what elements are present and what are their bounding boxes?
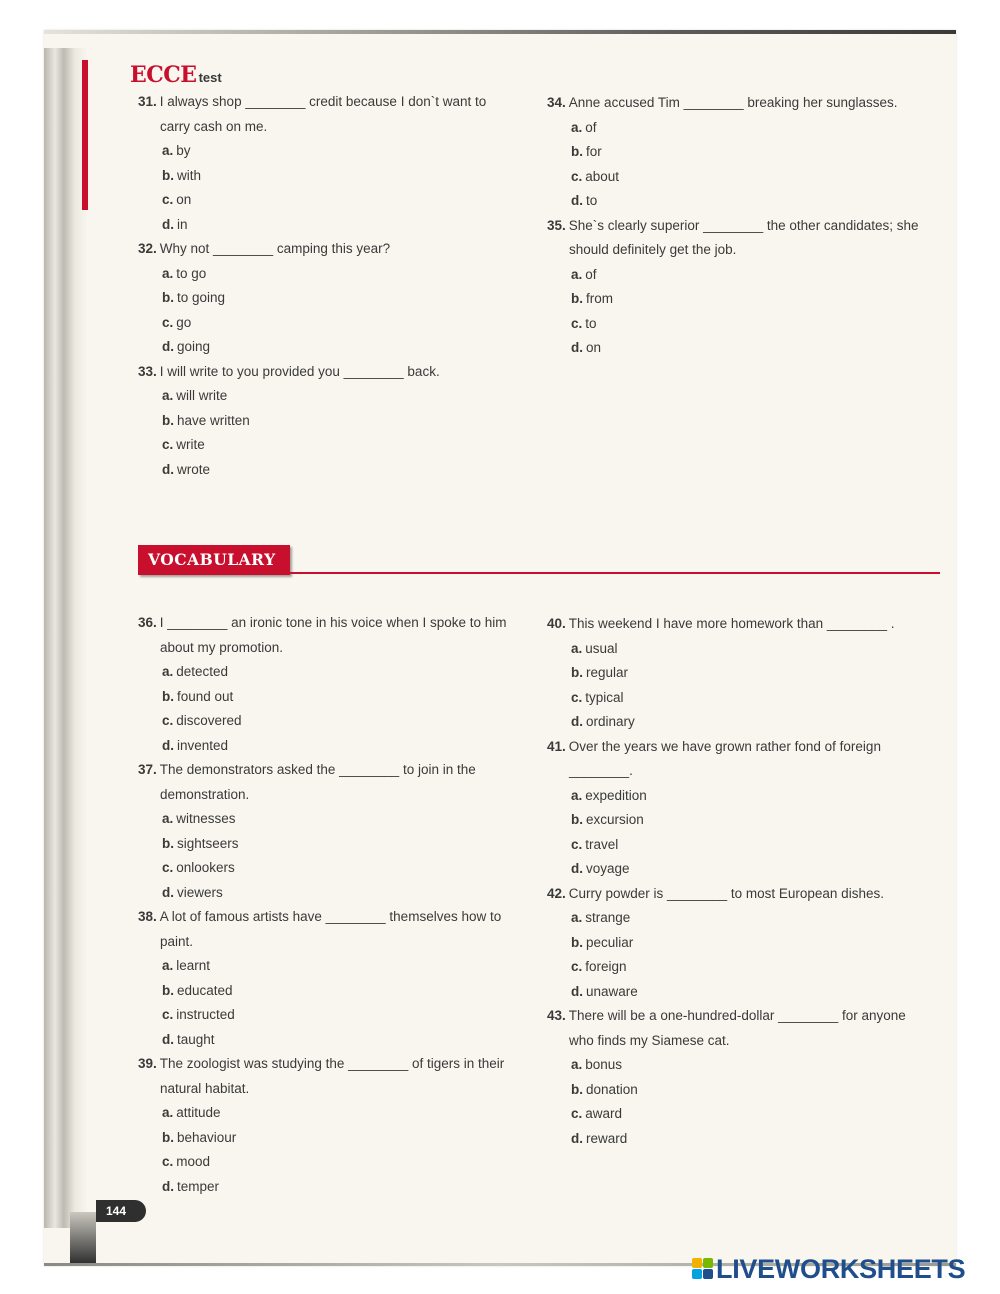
question-number: 41. — [547, 738, 566, 754]
answer-option[interactable] — [138, 881, 507, 906]
option-letter: d. — [162, 216, 174, 232]
option-letter: a. — [162, 388, 174, 403]
option-letter: a. — [571, 1057, 583, 1072]
option-text: bonus — [585, 1057, 623, 1072]
question-text: ________. — [569, 763, 633, 778]
question-number: 43. — [547, 1008, 566, 1023]
answer-option[interactable] — [547, 661, 906, 686]
question-stem — [547, 1004, 906, 1029]
option-letter: d. — [571, 340, 583, 355]
answer-option[interactable] — [138, 734, 507, 759]
answer-option[interactable] — [138, 660, 507, 685]
option-letter: d. — [162, 339, 174, 354]
option-letter: a. — [162, 143, 174, 158]
option-letter: c. — [571, 168, 583, 184]
question-number: 34. — [547, 95, 566, 110]
option-text: temper — [177, 1178, 220, 1194]
option-letter: a. — [571, 640, 583, 656]
option-text: to — [586, 193, 598, 208]
question-text: I will write to you provided you ________ back. — [159, 363, 440, 379]
option-letter: d. — [162, 461, 174, 477]
answer-option[interactable] — [138, 807, 507, 832]
question-stem-continued — [547, 1029, 906, 1054]
option-letter: a. — [162, 811, 174, 826]
ecce-brand: ECCE — [130, 62, 197, 88]
question-number: 35. — [547, 217, 566, 233]
option-text: peculiar — [586, 934, 634, 950]
page-top-edge — [44, 30, 956, 34]
answer-option[interactable] — [547, 931, 906, 956]
option-letter: c. — [162, 713, 174, 728]
option-letter: b. — [162, 167, 174, 183]
option-text: sightseers — [177, 835, 239, 851]
question-38 — [138, 905, 507, 1052]
question-stem-continued — [138, 636, 507, 661]
question-31 — [138, 90, 486, 237]
option-letter: c. — [571, 1106, 583, 1121]
grammar-left-column — [138, 90, 486, 482]
answer-option[interactable] — [138, 954, 507, 979]
option-letter: a. — [571, 787, 583, 803]
answer-option[interactable] — [547, 116, 919, 141]
answer-option[interactable] — [138, 335, 486, 360]
option-letter: a. — [162, 1105, 174, 1120]
answer-option[interactable] — [138, 1150, 507, 1175]
answer-option[interactable] — [547, 637, 906, 662]
answer-option[interactable] — [547, 1053, 906, 1078]
option-letter: d. — [571, 1130, 583, 1146]
option-text: travel — [585, 836, 619, 852]
option-letter: b. — [162, 982, 174, 998]
liveworksheets-watermark — [692, 1255, 965, 1283]
question-text: The zoologist was studying the ________ of tigers in their — [159, 1056, 505, 1071]
option-text: instructed — [176, 1007, 235, 1022]
option-letter: c. — [162, 860, 174, 875]
option-text: strange — [585, 910, 631, 925]
option-letter: d. — [571, 983, 583, 999]
question-stem — [547, 735, 906, 760]
vocabulary-right-column — [547, 612, 906, 1151]
answer-option[interactable] — [547, 263, 919, 288]
question-stem — [138, 611, 507, 636]
option-text: mood — [176, 1154, 211, 1169]
question-stem-continued — [138, 1077, 507, 1102]
question-stem — [138, 905, 507, 930]
option-letter: b. — [571, 665, 583, 680]
answer-option[interactable] — [138, 311, 486, 336]
question-stem — [547, 612, 906, 637]
grammar-right-column — [547, 91, 919, 361]
question-number: 38. — [138, 909, 157, 924]
option-letter: d. — [162, 737, 174, 753]
option-text: going — [177, 339, 211, 354]
option-letter: d. — [162, 1031, 174, 1047]
question-35 — [547, 214, 919, 361]
question-text: There will be a one-hundred-dollar ________ for anyone — [568, 1008, 906, 1023]
option-text: behaviour — [177, 1129, 237, 1145]
question-text: I always shop ________ credit because I don`t want to — [159, 94, 487, 109]
option-text: regular — [586, 665, 629, 680]
question-stem — [138, 90, 486, 115]
question-number: 31. — [138, 94, 157, 109]
option-letter: a. — [162, 265, 174, 281]
option-text: about — [585, 168, 620, 184]
question-42 — [547, 882, 906, 1005]
option-text: excursion — [586, 812, 644, 827]
option-text: will write — [176, 388, 228, 403]
option-letter: b. — [162, 688, 174, 704]
question-36 — [138, 611, 507, 758]
question-text: I ________ an ironic tone in his voice when I spoke to him — [159, 615, 507, 630]
question-stem — [547, 882, 906, 907]
question-text: Anne accused Tim ________ breaking her sunglasses. — [568, 95, 898, 110]
answer-option[interactable] — [138, 1003, 507, 1028]
option-text: write — [176, 437, 205, 452]
question-stem — [138, 360, 486, 385]
answer-option[interactable] — [138, 262, 486, 287]
answer-option[interactable] — [138, 1101, 507, 1126]
test-label: test — [198, 70, 222, 85]
option-text: educated — [177, 982, 233, 998]
question-41 — [547, 735, 906, 882]
question-stem — [547, 214, 919, 239]
option-text: invented — [177, 737, 229, 753]
option-text: onlookers — [176, 860, 235, 875]
question-number: 42. — [547, 885, 566, 901]
answer-option[interactable] — [138, 1175, 507, 1200]
liveworksheets-text: LIVEWORKSHEETS — [716, 1254, 966, 1284]
answer-option[interactable] — [547, 857, 906, 882]
question-number: 40. — [547, 616, 566, 631]
answer-option[interactable] — [547, 1078, 906, 1103]
question-text: Curry powder is ________ to most European dishes. — [568, 885, 884, 901]
question-text: should definitely get the job. — [569, 242, 737, 257]
option-letter: d. — [571, 193, 583, 208]
answer-option[interactable] — [138, 188, 486, 213]
question-number: 36. — [138, 615, 157, 630]
option-letter: c. — [162, 314, 174, 330]
option-letter: d. — [162, 1178, 174, 1194]
option-letter: c. — [162, 1007, 174, 1022]
answer-option[interactable] — [138, 139, 486, 164]
option-text: wrote — [177, 461, 211, 477]
option-text: by — [176, 143, 191, 158]
binding-shadow — [70, 1212, 96, 1264]
option-text: viewers — [177, 884, 223, 900]
question-stem — [138, 758, 507, 783]
option-text: go — [176, 314, 192, 330]
option-text: detected — [176, 664, 229, 679]
answer-option[interactable] — [138, 685, 507, 710]
question-text: about my promotion. — [160, 639, 284, 655]
answer-option[interactable] — [547, 808, 906, 833]
book-spine-shadow — [44, 48, 88, 1228]
option-letter: c. — [571, 689, 583, 705]
option-text: discovered — [176, 713, 242, 728]
option-text: reward — [586, 1130, 628, 1146]
option-text: on — [176, 192, 192, 207]
option-text: with — [177, 167, 202, 183]
page-number-tab: 144 — [96, 1200, 146, 1222]
option-letter: b. — [162, 835, 174, 851]
option-letter: c. — [571, 315, 583, 331]
option-text: of — [585, 119, 597, 135]
question-stem — [547, 91, 919, 116]
answer-option[interactable] — [547, 906, 906, 931]
option-text: ordinary — [586, 714, 635, 729]
question-number: 33. — [138, 363, 157, 379]
answer-option[interactable] — [138, 286, 486, 311]
question-stem-continued — [138, 930, 507, 955]
question-text: This weekend I have more homework than ________ . — [568, 616, 895, 631]
answer-option[interactable] — [138, 164, 486, 189]
vocabulary-divider — [290, 572, 940, 574]
answer-option[interactable] — [547, 1127, 906, 1152]
option-letter: b. — [162, 412, 174, 428]
option-text: taught — [177, 1031, 215, 1047]
question-39 — [138, 1052, 507, 1199]
answer-option[interactable] — [547, 710, 906, 735]
option-text: learnt — [176, 958, 211, 973]
option-letter: a. — [571, 266, 583, 282]
answer-option[interactable] — [547, 784, 906, 809]
answer-option[interactable] — [138, 1126, 507, 1151]
question-37 — [138, 758, 507, 905]
answer-option[interactable] — [138, 1028, 507, 1053]
option-text: found out — [177, 688, 234, 704]
question-text: A lot of famous artists have ________ themselves how to — [159, 909, 502, 924]
option-text: to go — [176, 265, 207, 281]
question-stem-continued — [547, 759, 906, 784]
option-letter: a. — [571, 910, 583, 925]
question-32 — [138, 237, 486, 360]
option-letter: c. — [571, 959, 583, 974]
question-stem — [138, 1052, 507, 1077]
question-40 — [547, 612, 906, 735]
question-text: natural habitat. — [160, 1080, 250, 1096]
question-34 — [547, 91, 919, 214]
option-letter: c. — [162, 192, 174, 207]
question-text: Over the years we have grown rather fond of foreign — [568, 738, 881, 754]
answer-option[interactable] — [547, 833, 906, 858]
option-letter: b. — [571, 144, 583, 159]
answer-option[interactable] — [138, 709, 507, 734]
question-text: She`s clearly superior ________ the other candidates; she — [568, 217, 919, 233]
option-text: voyage — [586, 861, 630, 876]
option-text: award — [585, 1106, 623, 1121]
question-stem — [138, 237, 486, 262]
option-text: expedition — [585, 787, 647, 803]
option-letter: b. — [571, 812, 583, 827]
answer-option[interactable] — [547, 1102, 906, 1127]
red-margin-bar — [82, 60, 88, 210]
option-letter: c. — [162, 1154, 174, 1169]
worksheet-page — [44, 30, 956, 1266]
answer-option[interactable] — [547, 165, 919, 190]
answer-option[interactable] — [138, 832, 507, 857]
option-text: unaware — [586, 983, 638, 999]
question-text: paint. — [160, 933, 194, 949]
option-letter: c. — [162, 437, 174, 452]
option-text: to — [585, 315, 597, 331]
answer-option[interactable] — [547, 287, 919, 312]
option-text: from — [586, 291, 613, 306]
vocabulary-section-title: VOCABULARY — [138, 545, 290, 575]
option-letter: d. — [571, 861, 583, 876]
option-text: usual — [585, 640, 618, 656]
option-letter: d. — [162, 884, 174, 900]
question-stem-continued — [138, 783, 507, 808]
question-33 — [138, 360, 486, 483]
answer-option[interactable] — [547, 189, 919, 214]
question-text: The demonstrators asked the ________ to join in the — [159, 762, 476, 777]
answer-option[interactable] — [138, 384, 486, 409]
question-text: demonstration. — [160, 786, 250, 802]
option-text: witnesses — [176, 811, 236, 826]
question-number: 39. — [138, 1056, 157, 1071]
option-letter: d. — [571, 714, 583, 729]
option-text: on — [586, 340, 602, 355]
ecce-test-logo — [130, 62, 222, 88]
option-letter: c. — [571, 836, 583, 852]
answer-option[interactable] — [547, 312, 919, 337]
option-text: attitude — [176, 1105, 221, 1120]
option-text: in — [177, 216, 188, 232]
option-letter: a. — [162, 664, 174, 679]
answer-option[interactable] — [547, 336, 919, 361]
question-text: Why not ________ camping this year? — [159, 241, 391, 256]
option-text: foreign — [585, 959, 627, 974]
liveworksheets-logo-icon — [692, 1258, 714, 1280]
option-text: have written — [177, 412, 250, 428]
option-letter: b. — [162, 1129, 174, 1145]
question-text: carry cash on me. — [160, 118, 268, 134]
option-letter: b. — [162, 290, 174, 305]
answer-option[interactable] — [138, 433, 486, 458]
answer-option[interactable] — [138, 856, 507, 881]
option-text: to going — [177, 290, 226, 305]
question-number: 32. — [138, 241, 157, 256]
option-text: of — [585, 266, 597, 282]
answer-option[interactable] — [138, 458, 486, 483]
question-number: 37. — [138, 762, 157, 777]
question-text: who finds my Siamese cat. — [569, 1032, 730, 1048]
answer-option[interactable] — [547, 955, 906, 980]
answer-option[interactable] — [138, 213, 486, 238]
question-43 — [547, 1004, 906, 1151]
option-letter: b. — [571, 934, 583, 950]
vocabulary-left-column — [138, 611, 507, 1199]
option-letter: b. — [571, 291, 583, 306]
answer-option[interactable] — [547, 686, 906, 711]
answer-option[interactable] — [138, 979, 507, 1004]
answer-option[interactable] — [138, 409, 486, 434]
answer-option[interactable] — [547, 980, 906, 1005]
question-stem-continued — [547, 238, 919, 263]
question-stem-continued — [138, 115, 486, 140]
option-letter: a. — [162, 958, 174, 973]
answer-option[interactable] — [547, 140, 919, 165]
option-text: donation — [586, 1081, 638, 1097]
option-text: for — [586, 144, 602, 159]
option-letter: a. — [571, 119, 583, 135]
option-letter: b. — [571, 1081, 583, 1097]
option-text: typical — [585, 689, 624, 705]
